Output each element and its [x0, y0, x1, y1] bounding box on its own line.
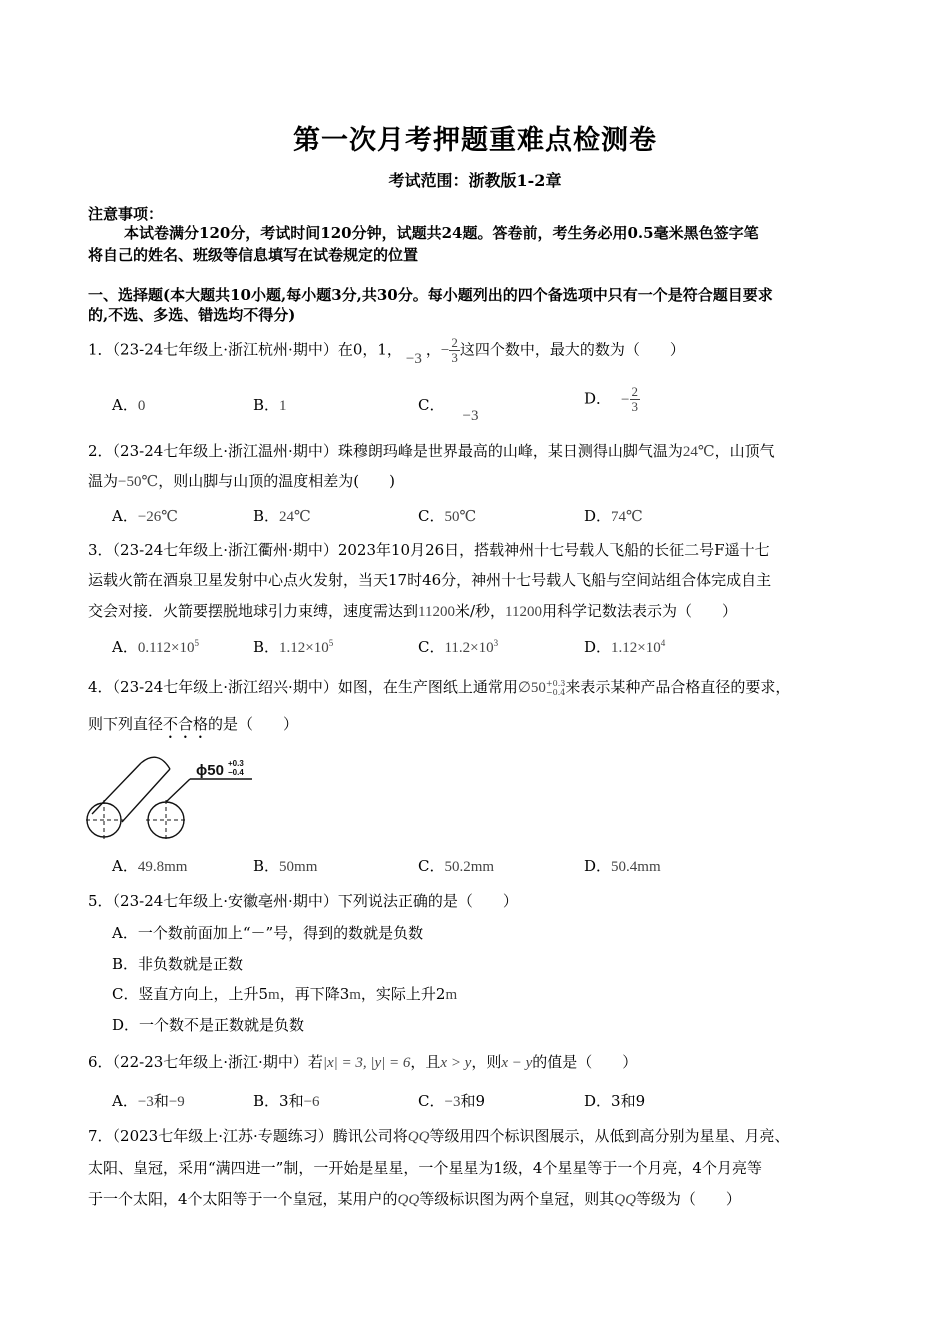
notice-line-1: 本试卷满分120分，考试时间120分钟，试题共24题。答卷前，考生务必用0.5毫米黑色签字笔	[124, 224, 759, 242]
option-value: 74℃	[611, 509, 643, 525]
exponent: 5	[194, 638, 199, 648]
q4-option-a[interactable]	[112, 855, 187, 876]
q6-option-a[interactable]	[112, 1090, 185, 1111]
option-text: 和	[288, 1092, 304, 1110]
q1-option-c[interactable]	[418, 394, 479, 424]
question-tail: 这四个数中，最大的数为（ ）	[459, 340, 685, 359]
question-number: 1．	[88, 340, 113, 359]
upper-tolerance: +0.3	[545, 679, 566, 688]
math-condition: |x| = 3, |y| = 6	[322, 1055, 411, 1071]
q3-option-a[interactable]	[112, 636, 199, 657]
option-value: 50mm	[279, 859, 318, 875]
option-label: A．	[112, 638, 138, 656]
fraction-numerator: 2	[631, 384, 638, 399]
question-text: （23-24七年级上·浙江温州·期中）珠穆朗玛峰是世界最高的山峰，某日测得山脚气温为	[112, 442, 683, 460]
qq-term: QQ	[614, 1192, 636, 1208]
question-text: 用科学记数法表示为（ ）	[541, 602, 737, 620]
q1-option-b[interactable]	[253, 394, 287, 415]
leader-line	[166, 779, 190, 802]
option-value: −3	[462, 408, 479, 424]
q6-option-d[interactable]	[584, 1090, 645, 1111]
math-expression: x − y	[501, 1055, 533, 1071]
temperature-value: 24℃	[682, 444, 715, 460]
q3-option-b[interactable]	[253, 636, 333, 657]
question-text: ，山顶气	[714, 442, 775, 460]
question-4-line-2	[88, 713, 298, 742]
pipe-edge-lower	[122, 769, 170, 822]
question-3-line-2: 运载火箭在酒泉卫星发射中心点火发射，当天17时46分，神州十七号载人飞船与空间站组合体完成自主	[88, 571, 772, 589]
question-text: （23-24七年级上·安徽亳州·期中）下列说法正确的是（ ）	[112, 892, 518, 910]
section-header-line-2: 的,不选、多选、错选均不得分)	[88, 306, 296, 324]
option-text: ，再下降3	[279, 985, 350, 1003]
question-number: 4．	[88, 678, 113, 696]
temperature-value: −50℃	[118, 474, 159, 490]
question-text: 则下列直径	[88, 715, 164, 733]
q5-option-d[interactable]: D．一个数不是正数就是负数	[112, 1016, 305, 1034]
qq-term: QQ	[397, 1192, 420, 1208]
question-text: 来表示某种产品合格直径的要求，	[565, 678, 791, 696]
question-text: 的是（ ）	[208, 715, 299, 733]
option-value: 0.112×10	[137, 640, 195, 656]
fraction-denominator: 3	[451, 350, 458, 365]
fraction-numerator: 2	[451, 335, 458, 350]
option-text: C．竖直方向上，上升5	[112, 985, 269, 1003]
fraction-two-thirds	[630, 385, 641, 414]
option-label: C．	[418, 638, 445, 656]
option-text: 和	[153, 1092, 169, 1110]
speed-value: 11200	[505, 604, 542, 620]
q2-option-c[interactable]	[418, 505, 476, 526]
question-number: 6．	[88, 1053, 113, 1071]
question-text: 等级标识图为两个皇冠，则其	[419, 1190, 615, 1208]
question-text: 等级为（ ）	[635, 1190, 741, 1208]
option-label: D．	[584, 389, 612, 408]
question-7-line-1	[88, 1125, 789, 1146]
question-text: 温为	[88, 472, 119, 490]
question-text: 等级用四个标识图展示，从低到高分别为星星、月亮、	[429, 1127, 790, 1145]
question-4-line-1	[88, 676, 790, 697]
option-label: B．	[253, 396, 280, 414]
question-text: ，则	[471, 1053, 502, 1071]
option-value: 11.2×10	[444, 640, 494, 656]
option-label: A．	[112, 857, 138, 875]
notice-heading: 注意事项：	[88, 205, 164, 223]
question-5-stem	[88, 890, 518, 911]
option-label: C．	[418, 857, 445, 875]
option-label: A．	[112, 507, 138, 525]
q3-option-d[interactable]	[584, 636, 665, 657]
option-label: B．	[253, 507, 280, 525]
option-value: 9	[475, 1092, 486, 1110]
q4-option-d[interactable]	[584, 855, 661, 876]
option-label: B．	[253, 1092, 280, 1110]
option-value: 1	[279, 398, 287, 414]
option-value: −3	[137, 1094, 154, 1110]
option-label: D．	[584, 638, 612, 656]
option-value: 50℃	[444, 509, 477, 525]
option-label: C．	[418, 396, 445, 414]
option-value: 3和9	[611, 1092, 646, 1110]
figure-lower-tolerance: −0.4	[228, 768, 244, 777]
question-text: （23-24七年级上·浙江衢州·期中）2023年10月26日，搭载神州十七号载人飞船的长征二号F遥十七	[112, 541, 770, 559]
qq-term: QQ	[407, 1129, 430, 1145]
question-text: （2023七年级上·江苏·专题练习）腾讯公司将	[112, 1127, 408, 1145]
pipe-diagram	[86, 755, 256, 841]
question-text: 于一个太阳，4个太阳等于一个皇冠，某用户的	[88, 1190, 398, 1208]
option-value: −3	[444, 1094, 461, 1110]
q2-option-d[interactable]	[584, 505, 643, 526]
separator: ，	[425, 340, 441, 359]
question-text: 的值是（ ）	[532, 1053, 638, 1071]
exponent: 3	[493, 638, 499, 648]
fraction-two-thirds	[449, 336, 460, 365]
option-value: 0	[137, 398, 146, 414]
exponent: 4	[660, 638, 666, 648]
q5-option-b[interactable]: B．非负数就是正数	[112, 955, 244, 973]
question-7-line-3	[88, 1188, 741, 1209]
minus-sign: −	[440, 342, 450, 359]
q5-option-c[interactable]	[112, 983, 457, 1004]
option-label: C．	[418, 1092, 445, 1110]
option-value: −26℃	[137, 509, 179, 525]
minus-sign: −	[621, 391, 630, 408]
q5-option-a[interactable]: A．一个数前面加上“－”号，得到的数就是负数	[112, 924, 424, 942]
option-value: −9	[168, 1094, 185, 1110]
question-text: 交会对接．火箭要摆脱地球引力束缚，速度需达到	[88, 602, 419, 620]
question-text: （22-23七年级上·浙江·期中）若	[112, 1053, 323, 1071]
q2-option-b[interactable]	[253, 505, 311, 526]
question-source: （23-24七年级上·浙江杭州·期中）在0，1，	[112, 340, 402, 359]
option-text: 和	[460, 1092, 476, 1110]
notice-line-2: 将自己的姓名、班级等信息填写在试卷规定的位置	[88, 246, 419, 264]
question-text: ，且	[410, 1053, 441, 1071]
figure-dimension-label: ϕ50	[196, 762, 224, 779]
option-value: 49.8mm	[137, 859, 188, 875]
option-label: D．	[584, 1092, 612, 1110]
math-neg-three: −3	[405, 350, 422, 367]
option-value: −6	[303, 1094, 320, 1110]
option-label: D．	[584, 507, 612, 525]
q1-option-a[interactable]	[112, 394, 145, 415]
lower-tolerance: −0.4	[545, 688, 566, 697]
unit-meter: m	[349, 987, 361, 1003]
option-label: B．	[253, 638, 280, 656]
question-2-line-1	[88, 440, 775, 461]
q3-option-c[interactable]	[418, 636, 498, 657]
exponent: 5	[328, 638, 334, 648]
option-value: 1.12×10	[279, 640, 329, 656]
q6-option-b[interactable]	[253, 1090, 320, 1111]
option-value: 3	[279, 1092, 289, 1110]
q6-option-c[interactable]	[418, 1090, 485, 1111]
speed-value: 11200	[418, 604, 455, 620]
q4-option-b[interactable]	[253, 855, 317, 876]
question-number: 2．	[88, 442, 113, 460]
pipe-edge-upper	[92, 763, 141, 814]
question-text: ，则山脚与山顶的温度相差为( )	[158, 472, 395, 490]
q2-option-a[interactable]	[112, 505, 178, 526]
question-number: 3．	[88, 541, 113, 559]
page-title: 第一次月考押题重难点检测卷	[293, 125, 657, 156]
question-number: 7．	[88, 1127, 113, 1145]
option-value: 50.2mm	[444, 859, 495, 875]
figure-upper-tolerance: +0.3	[228, 759, 244, 768]
option-label: C．	[418, 507, 445, 525]
tolerance-stack	[546, 679, 565, 697]
question-3-line-3	[88, 600, 737, 621]
option-value: 1.12×10	[611, 640, 661, 656]
question-2-line-2	[88, 470, 395, 491]
math-inequality: x > y	[440, 1055, 472, 1071]
option-label: A．	[112, 1092, 138, 1110]
option-value: 24℃	[279, 509, 311, 525]
option-label: D．	[584, 857, 612, 875]
option-label: B．	[253, 857, 280, 875]
section-header-line-1: 一、选择题(本大题共10小题,每小题3分,共30分。每小题列出的四个备选项中只有一个是符合题目要求	[88, 286, 773, 304]
question-1-stem	[88, 336, 685, 365]
question-text: 米/秒，	[454, 602, 506, 620]
unit-meter: m	[268, 987, 280, 1003]
question-text: （23-24七年级上·浙江绍兴·期中）如图，在生产图纸上通常用	[112, 678, 518, 696]
question-3-line-1	[88, 539, 770, 560]
exam-scope: 考试范围：浙教版1-2章	[388, 171, 562, 190]
fraction-denominator: 3	[631, 399, 638, 414]
emphasized-text: 不合格	[163, 715, 209, 733]
option-value: 50.4mm	[611, 859, 661, 875]
q1-option-d[interactable]	[584, 385, 640, 414]
pipe-end-cap	[141, 757, 170, 769]
question-6-stem	[88, 1051, 637, 1072]
question-number: 5．	[88, 892, 113, 910]
diameter-spec: ∅50	[517, 680, 546, 696]
question-7-line-2: 太阳、皇冠，采用“满四进一”制，一开始是星星，一个星星为1级，4个星星等于一个月亮，4个月亮等	[88, 1159, 762, 1177]
option-text: ，实际上升2	[360, 985, 446, 1003]
unit-meter: m	[445, 987, 458, 1003]
q4-option-c[interactable]	[418, 855, 494, 876]
option-label: A．	[112, 396, 138, 414]
